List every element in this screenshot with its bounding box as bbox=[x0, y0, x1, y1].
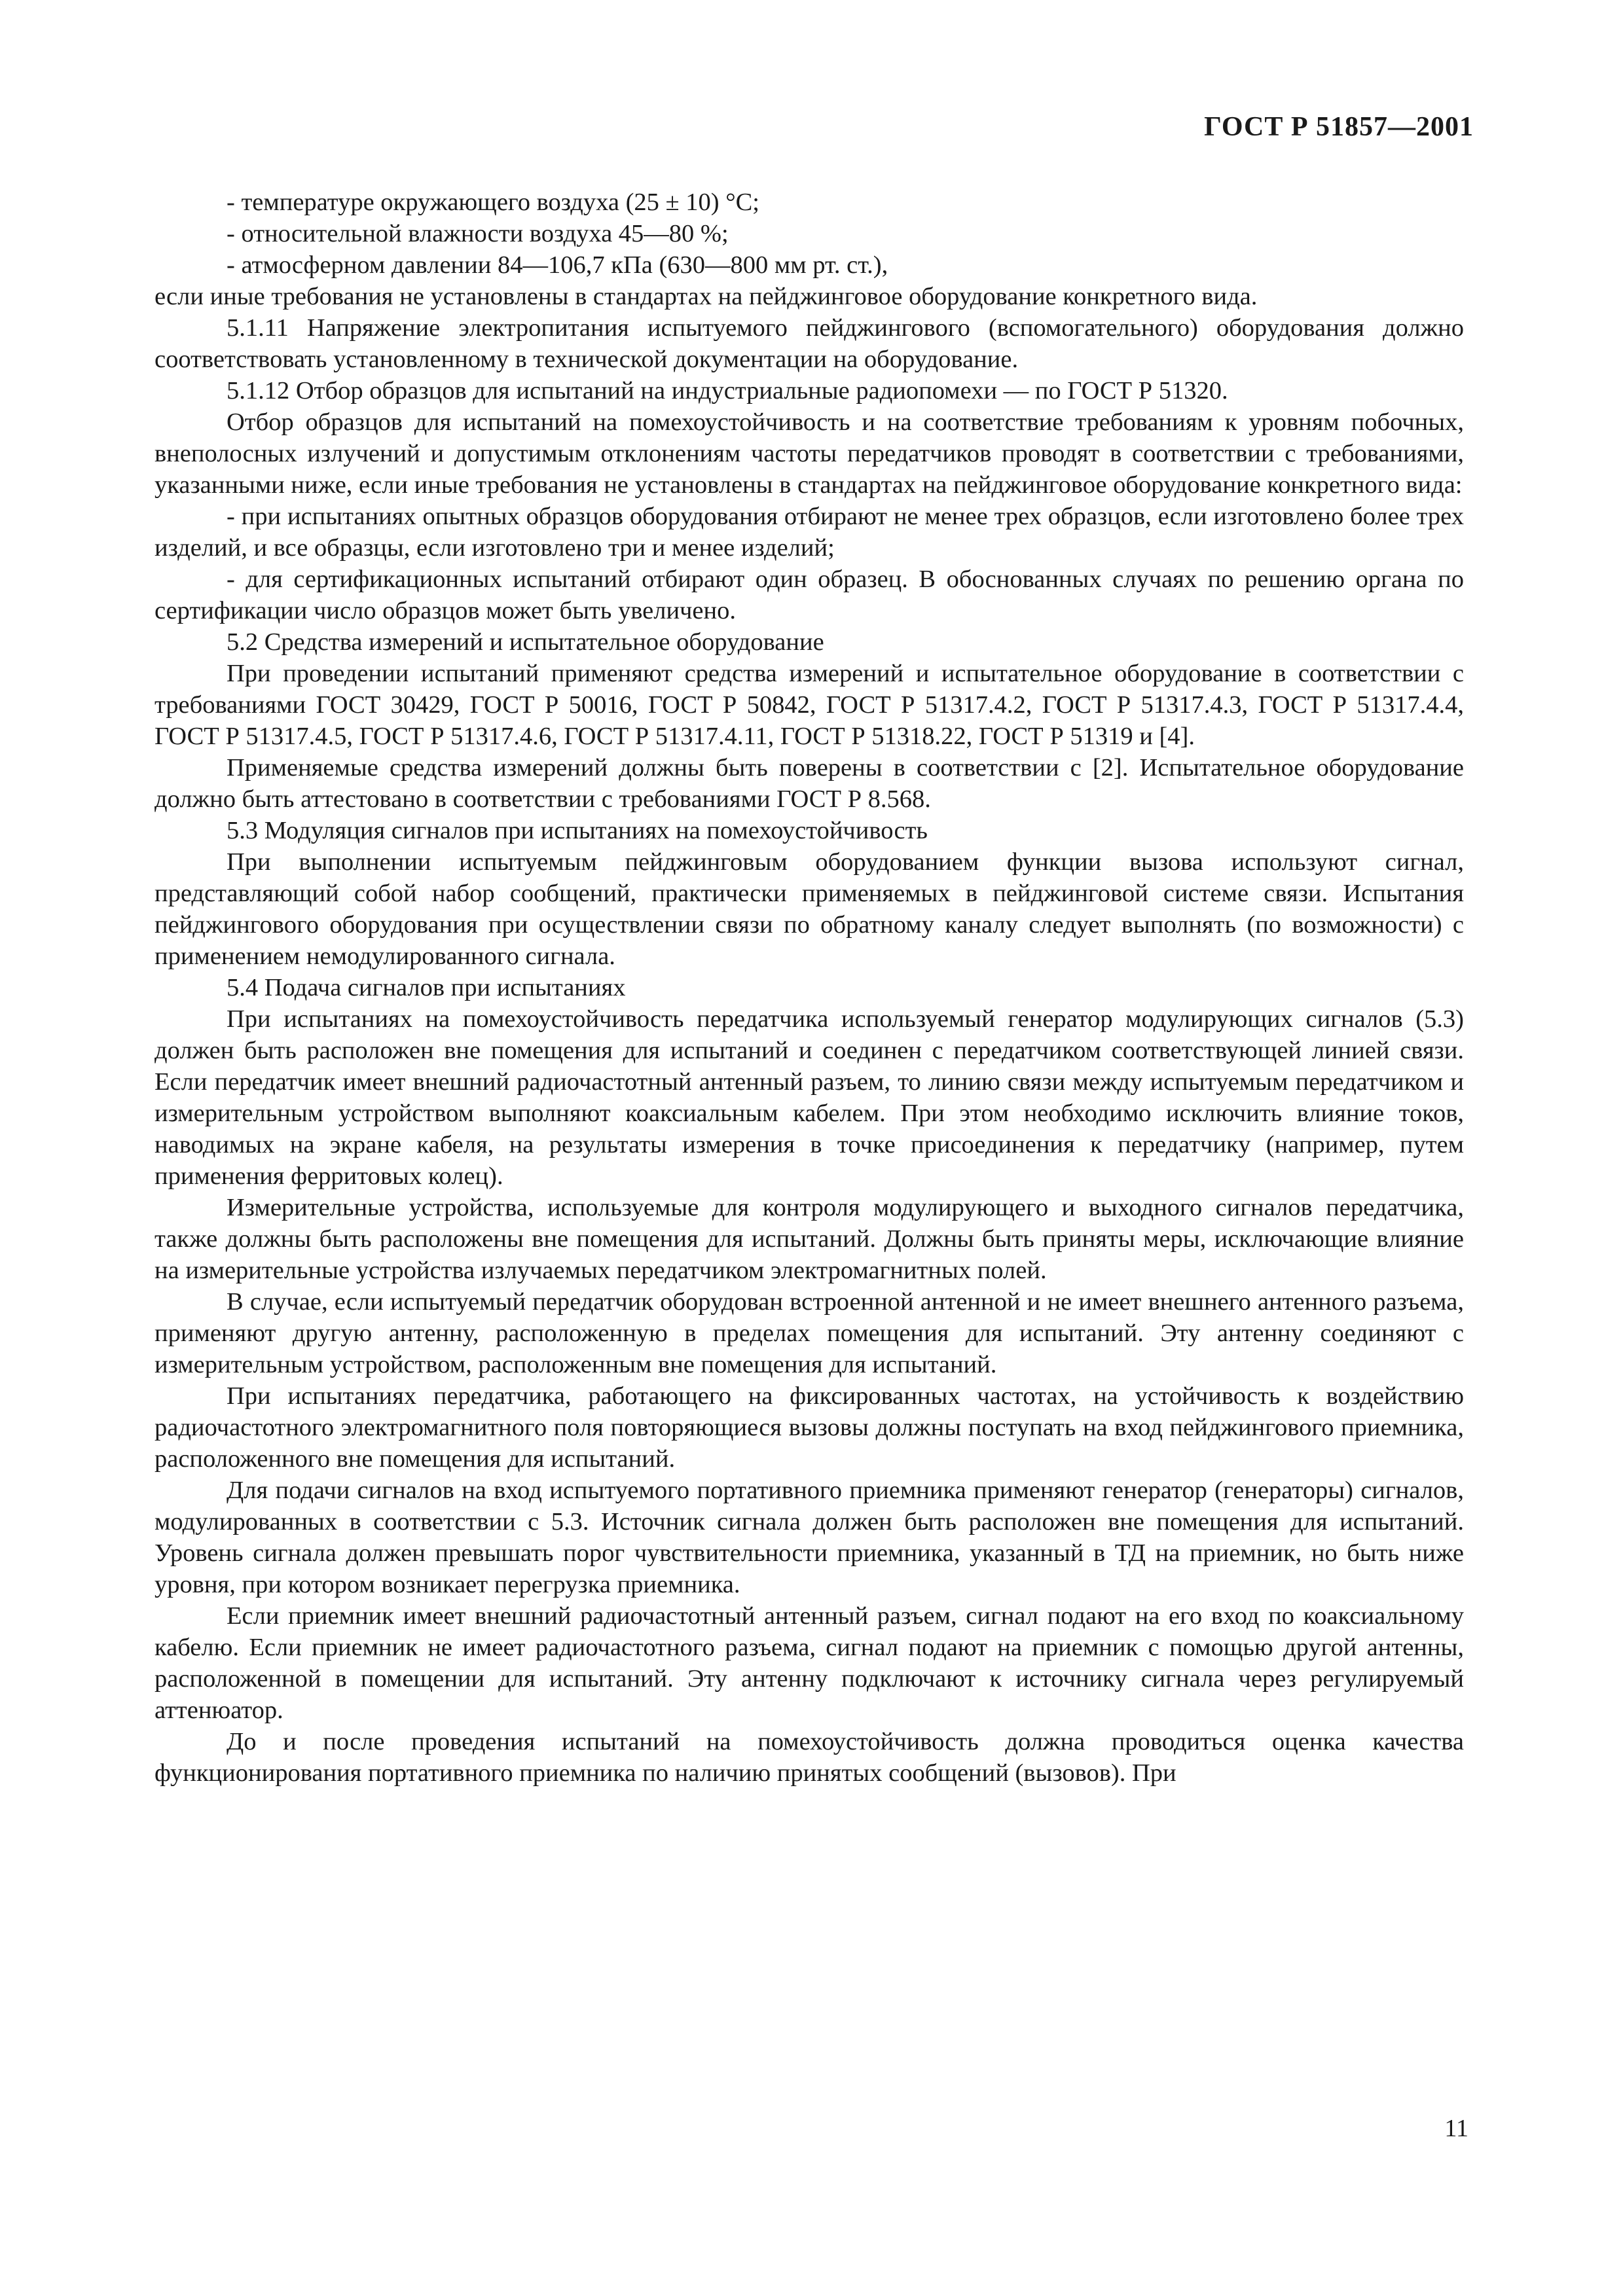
standard-code-header: ГОСТ Р 51857—2001 bbox=[1204, 112, 1474, 142]
document-body bbox=[155, 187, 1464, 1789]
paragraph-5-1-12: 5.1.12 Отбор образцов для испытаний на индустриальные радиопомехи — по ГОСТ Р 51320. bbox=[227, 377, 1228, 404]
paragraph-modulation: При выполнении испытуемым пейджинговым оборудованием функции вызова используют сигнал, представляющий собой набор сообщений, практически применяемых в пейджинговой системе связи. Испытания пейджингового оборудования при осуществлении связи по обратному каналу следует выполнять (по возможности) с применением немодулированного сигнала. bbox=[155, 848, 1464, 970]
paragraph-verification: Применяемые средства измерений должны быть поверены в соответствии с [2]. Испытательное оборудование должно быть аттестовано в соответствии с требованиями ГОСТ Р 8.568. bbox=[155, 754, 1464, 813]
section-heading-5-3: 5.3 Модуляция сигналов при испытаниях на помехоустойчивость bbox=[227, 817, 928, 844]
page-number: 11 bbox=[1444, 2115, 1468, 2142]
paragraph-conditions-note: если иные требования не установлены в стандартах на пейджинговое оборудование конкретного вида. bbox=[155, 283, 1258, 310]
paragraph-receiver-signal: Для подачи сигналов на вход испытуемого портативного приемника применяют генератор (генераторы) сигналов, модулированных в соответствии с 5.3. Источник сигнала должен быть расположен вне помещения для испытаний. Уровень сигнала должен превышать порог чувствительности приемника, указанный в ТД на приемник, но быть ниже уровня, при котором возникает перегрузка приемника. bbox=[155, 1477, 1464, 1598]
paragraph-fixed-frequency: При испытаниях передатчика, работающего на фиксированных частотах, на устойчивость к воздействию радиочастотного электромагнитного поля повторяющиеся вызовы должны поступать на вход пейджингового приемника, расположенного вне помещения для испытаний. bbox=[155, 1382, 1464, 1473]
paragraph-sampling-prototypes: - при испытаниях опытных образцов оборудования отбирают не менее трех образцов, если изготовлено более трех изделий, и все образцы, если изготовлено три и менее изделий; bbox=[155, 503, 1464, 562]
paragraph-temperature: - температуре окружающего воздуха (25 ± 10) °С; bbox=[227, 188, 760, 216]
paragraph-quality-assessment: До и после проведения испытаний на помехоустойчивость должна проводиться оценка качества функционирования портативного приемника по наличию принятых сообщений (вызовов). При bbox=[155, 1728, 1464, 1787]
paragraph-sampling: Отбор образцов для испытаний на помехоустойчивость и на соответствие требованиям к уровням побочных, внеполосных излучений и допустимым отклонениям частоты передатчиков проводят в соответствии с требованиями, указанными ниже, если иные требования не установлены в стандартах на пейджинговое оборудование конкретного вида: bbox=[155, 408, 1464, 499]
paragraph-sampling-certification: - для сертификационных испытаний отбирают один образец. В обоснованных случаях по решению органа по сертификации число образцов может быть увеличено. bbox=[155, 565, 1464, 624]
paragraph-transmitter-immunity: При испытаниях на помехоустойчивость передатчика используемый генератор модулирующих сигналов (5.3) должен быть расположен вне помещения для испытаний и соединен с передатчиком соответствующей линией связи. Если передатчик имеет внешний радиочастотный антенный разъем, то линию связи между испытуемым передатчиком и измерительным устройством выполняют коаксиальным кабелем. При этом необходимо исключить влияние токов, наводимых на экране кабеля, на результаты измерения в точке присоединения к передатчику (например, путем применения ферритовых колец). bbox=[155, 1005, 1464, 1190]
paragraph-5-1-11: 5.1.11 Напряжение электропитания испытуемого пейджингового (вспомогательного) оборудования должно соответствовать установленному в технической документации на оборудование. bbox=[155, 314, 1464, 373]
paragraph-measuring-tools: При проведении испытаний применяют средства измерений и испытательное оборудование в соответствии с требованиями ГОСТ 30429, ГОСТ Р 50016, ГОСТ Р 50842, ГОСТ Р 51317.4.2, ГОСТ Р 51317.4.3, ГОСТ Р 51317.4.4, ГОСТ Р 51317.4.5, ГОСТ Р 51317.4.6, ГОСТ Р 51317.4.11, ГОСТ Р 51318.22, ГОСТ Р 51319 и [4]. bbox=[155, 660, 1464, 750]
paragraph-pressure: - атмосферном давлении 84—106,7 кПа (630—800 мм рт. ст.), bbox=[227, 251, 888, 279]
section-heading-5-2: 5.2 Средства измерений и испытательное оборудование bbox=[227, 628, 824, 656]
paragraph-receiver-connector: Если приемник имеет внешний радиочастотный антенный разъем, сигнал подают на его вход по коаксиальному кабелю. Если приемник не имеет радиочастотного разъема, сигнал подают на приемник с помощью другой антенны, расположенной в помещении для испытаний. Эту антенну подключают к источнику сигнала через регулируемый аттенюатор. bbox=[155, 1602, 1464, 1724]
paragraph-humidity: - относительной влажности воздуха 45—80 %; bbox=[227, 220, 729, 247]
paragraph-measuring-devices: Измерительные устройства, используемые для контроля модулирующего и выходного сигналов передатчика, также должны быть расположены вне помещения для испытаний. Должны быть приняты меры, исключающие влияние на измерительные устройства излучаемых передатчиком электромагнитных полей. bbox=[155, 1194, 1464, 1284]
section-heading-5-4: 5.4 Подача сигналов при испытаниях bbox=[227, 974, 626, 1001]
paragraph-built-in-antenna: В случае, если испытуемый передатчик оборудован встроенной антенной и не имеет внешнего антенного разъема, применяют другую антенну, расположенную в пределах помещения для испытаний. Эту антенну соединяют с измерительным устройством, расположенным вне помещения для испытаний. bbox=[155, 1288, 1464, 1378]
